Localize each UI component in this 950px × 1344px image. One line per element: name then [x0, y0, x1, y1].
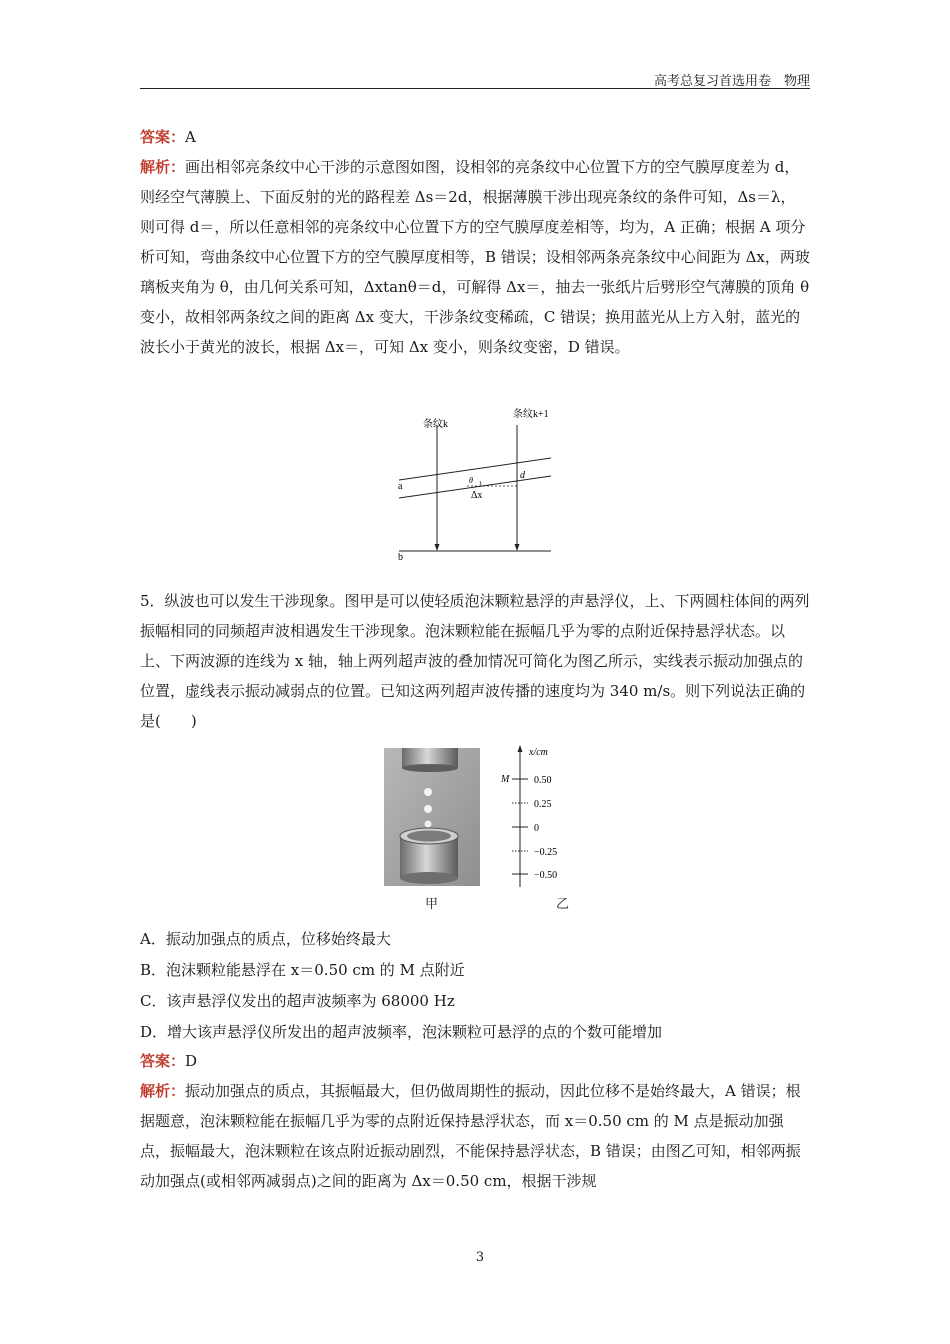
tick-label: 0 — [534, 823, 539, 834]
answer-value: A — [185, 128, 196, 146]
analysis-paragraph-2 — [140, 1076, 810, 1196]
plate-a-top-line — [399, 458, 551, 480]
page-number: 3 — [475, 1250, 485, 1265]
tick-label: 0.50 — [534, 775, 552, 786]
tick-label: 0.25 — [534, 799, 552, 810]
arrow-k1 — [515, 544, 520, 551]
particle-3 — [425, 821, 432, 828]
header-title: 高考总复习首选用卷 物理 — [653, 74, 810, 89]
analysis-label: 解析： — [140, 1082, 186, 1100]
x-axis-diagram — [498, 742, 578, 890]
theta-arc — [480, 481, 481, 486]
label-b: b — [398, 552, 403, 563]
option-a: A．振动加强点的质点，位移始终最大 — [140, 930, 391, 948]
label-a: a — [398, 481, 403, 492]
interference-diagram — [395, 403, 555, 568]
caption-yi: 乙 — [556, 897, 570, 912]
particle-1 — [424, 788, 432, 796]
answer-label: 答案： — [140, 128, 186, 146]
x-axis-arrow — [518, 745, 523, 752]
label-dx: Δx — [471, 490, 483, 501]
tick-label: −0.50 — [534, 870, 558, 881]
caption-jia: 甲 — [425, 897, 439, 912]
answer-line-1 — [140, 122, 810, 152]
label-d: d — [520, 470, 525, 481]
analysis-text: 画出相邻亮条纹中心干涉的示意图如图，设相邻的亮条纹中心位置下方的空气膜厚度差为 d，则经空气薄膜上、下面反射的光的路程差 Δs＝2d，根据薄膜干涉出现亮条纹的条件可知，Δs＝λ，则可得 d＝，所以任意相邻的亮条纹中心位置下方的空气膜厚度差相等，均为，A 正确；根据 A 项分析可知，弯曲条纹中心位置下方的空气膜厚度相等，B 错误；设相邻两条亮条纹中心间距为 Δx，两玻璃板夹角为 θ，由几何关系可知，Δxtanθ＝d，可解得 Δx＝，抽去一张纸片后劈形空气薄膜的顶角 θ 变小，故相邻两条纹之间的距离 Δx 变大，干涉条纹变稀疏，C 错误；换用蓝光从上方入射，蓝光的波长小于黄光的波长，根据 Δx＝，可知 Δx 变小，则条纹变密，D 错误。 — [140, 158, 810, 356]
analysis-text: 振动加强点的质点，其振幅最大，但仍做周期性的振动，因此位移不是始终最大，A 错误；根据题意，泡沫颗粒能在振幅几乎为零的点附近保持悬浮状态，而 x＝0.50 cm 的 M 点是振动加强点，振幅最大，泡沫颗粒在该点附近振动剧烈，不能保持悬浮状态，B 错误；由图乙可知，相邻两振动加强点(或相邻两减弱点)之间的距离为 Δx＝0.50 cm，根据干涉规 — [140, 1082, 801, 1190]
answer-label: 答案： — [140, 1052, 186, 1070]
answer-line-2 — [140, 1046, 810, 1076]
page-header — [140, 68, 810, 89]
upper-emitter — [402, 764, 458, 772]
point-m-label: M — [501, 774, 510, 785]
question-5: 5．纵波也可以发生干涉现象。图甲是可以使轻质泡沫颗粒悬浮的声悬浮仪，上、下两圆柱体间的两列振幅相同的同频超声波相遇发生干涉现象。泡沫颗粒能在振幅几乎为零的点附近保持悬浮状态。以上、下两波源的连线为 x 轴，轴上两列超声波的叠加情况可简化为图乙所示，实线表示振动加强点的位置，虚线表示振动减弱点的位置。已知这两列超声波传播的速度均为 340 m/s。则下列说法正确的是( ) — [140, 592, 810, 730]
lower-emitter-mesh — [407, 831, 451, 842]
lower-base — [400, 872, 458, 884]
option-c: C．该声悬浮仪发出的超声波频率为 68000 Hz — [140, 992, 455, 1010]
tick-label: −0.25 — [534, 847, 558, 858]
label-fringe-k: 条纹k — [423, 419, 448, 430]
arrow-k — [435, 544, 440, 551]
option-b: B．泡沫颗粒能悬浮在 x＝0.50 cm 的 M 点附近 — [140, 961, 465, 979]
option-d: D．增大该声悬浮仪所发出的超声波频率，泡沫颗粒可悬浮的点的个数可能增加 — [140, 1023, 663, 1041]
axis-label: x/cm — [529, 747, 548, 758]
label-theta: θ — [469, 476, 473, 485]
label-fringe-k1: 条纹k+1 — [513, 409, 549, 420]
analysis-label: 解析： — [140, 158, 186, 176]
answer-value: D — [185, 1052, 198, 1070]
levitator-photo — [384, 748, 480, 886]
analysis-paragraph-1 — [140, 152, 810, 362]
particle-2 — [424, 805, 432, 813]
